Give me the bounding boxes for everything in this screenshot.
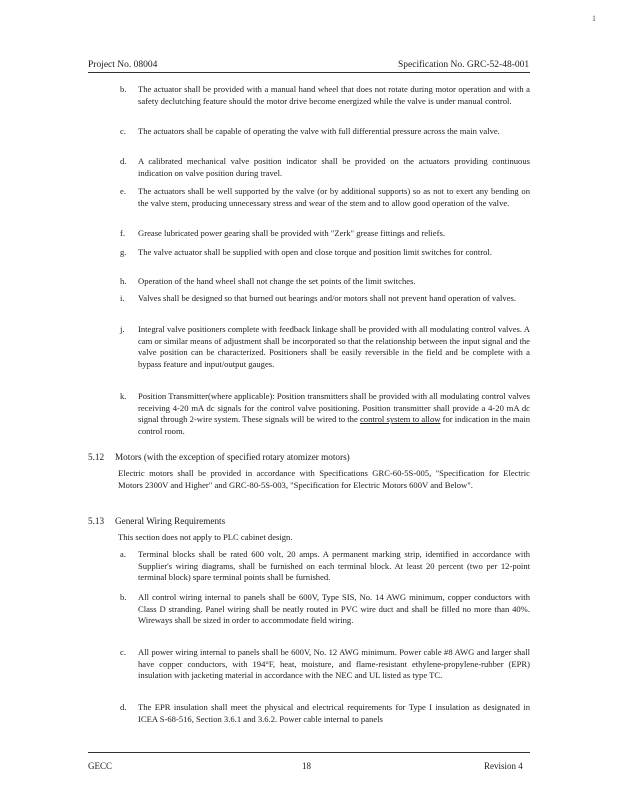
item-label: a. bbox=[120, 549, 126, 559]
item-label: d. bbox=[120, 702, 127, 712]
item-label: c. bbox=[120, 647, 126, 657]
item-label: k. bbox=[120, 391, 127, 401]
item-text: Grease lubricated power gearing shall be provided with "Zerk" grease fittings and reliefs. bbox=[138, 228, 445, 238]
item-text: Integral valve positioners complete with feedback linkage shall be provided with all modulating control valves. A cam or similar means of adjustment shall be incorporated so that the relationship between the input signal and the valve position can be characterized. Positioners shall be easily reversible in the field and be complete with a bypass feature and input/output gauges. bbox=[138, 324, 530, 369]
item-text: The actuators shall be capable of operating the valve with full differential pressure across the main valve. bbox=[138, 126, 500, 136]
item-label: g. bbox=[120, 247, 127, 257]
item-text bbox=[138, 391, 530, 437]
item-text: Terminal blocks shall be rated 600 volt, 20 amps. A permanent marking strip, identified in accordance with Supplier's wiring diagrams, shall be furnished on each terminal block. At least 20 percent (two per 12-point terminal block) spare terminal points shall be furnished. bbox=[138, 549, 530, 583]
header-rule bbox=[88, 72, 530, 73]
section-title: General Wiring Requirements bbox=[115, 516, 226, 526]
item-text: Operation of the hand wheel shall not change the set points of the limit switches. bbox=[138, 276, 416, 286]
page-mark: 1 bbox=[592, 14, 596, 23]
footer-rule bbox=[88, 752, 530, 753]
item-k-text-after: for indication in the main control room. bbox=[138, 414, 531, 436]
item-label: j. bbox=[120, 324, 125, 334]
item-k-text-before: Position Transmitter(where applicable): Position transmitters shall be provided with all modulating control valves receiving 4-20 mA dc signals for the control valve positioning. Position transmitter shall provide a 4-20 mA dc signal through 2-wire system. These signals will be wired to the bbox=[138, 391, 530, 425]
item-label: e. bbox=[120, 186, 126, 196]
item-k-underlined-text: control system to allow bbox=[359, 414, 441, 425]
item-text: All control wiring internal to panels shall be 600V, Type SIS, No. 14 AWG minimum, copper conductors with Class D stranding. Panel wiring shall be neatly routed in PVC wire duct and shall be filled no more than 40%. Wireways shall be sized in order to accommodate field wiring. bbox=[138, 592, 530, 626]
item-label: i. bbox=[120, 293, 125, 303]
section-number: 5.12 bbox=[88, 452, 105, 462]
footer-page-number: 18 bbox=[302, 761, 311, 771]
header-project-number: Project No. 08004 bbox=[88, 60, 158, 70]
item-label: b. bbox=[120, 84, 127, 94]
footer-revision: Revision 4 bbox=[484, 761, 523, 771]
item-text: The EPR insulation shall meet the physical and electrical requirements for Type I insulation as designated in ICEA S-68-516, Section 3.6.1 and 3.6.2. Power cable internal to panels bbox=[138, 702, 530, 724]
header-spec-number: Specification No. GRC-52-48-001 bbox=[398, 60, 530, 70]
item-label: c. bbox=[120, 126, 126, 136]
item-text: Valves shall be designed so that burned out bearings and/or motors shall not prevent hand operation of valves. bbox=[138, 293, 517, 303]
item-text: A calibrated mechanical valve position indicator shall be provided on the actuators providing continuous indication on valve position during travel. bbox=[138, 156, 530, 178]
item-label: d. bbox=[120, 156, 127, 166]
section-5-12-body: Electric motors shall be provided in accordance with Specifications GRC-60-5S-005, "Specification for Electric Motors 2300V and Higher" and GRC-80-5S-003, "Specification for Electric Motors 600V and Below". bbox=[118, 468, 530, 490]
item-label: f. bbox=[120, 228, 126, 238]
item-text: The valve actuator shall be supplied with open and close torque and position limit switches for control. bbox=[138, 247, 492, 257]
item-label: b. bbox=[120, 592, 127, 602]
section-title: Motors (with the exception of specified rotary atomizer motors) bbox=[115, 452, 350, 462]
item-text: All power wiring internal to panels shall be 600V, No. 12 AWG minimum. Power cable #8 AWG and larger shall have copper conductors, with 194°F, heat, moisture, and flame-resistant ethylene-propylene-rubber (EPR) insulation with jacketing material in accordance with the NEC and UL listed as type TC. bbox=[138, 647, 530, 681]
item-text: The actuator shall be provided with a manual hand wheel that does not rotate during motor operation and with a safety declutching feature should the motor drive become energized while the valve is under manual control. bbox=[138, 84, 530, 106]
section-number: 5.13 bbox=[88, 516, 105, 526]
item-text: The actuators shall be well supported by the valve (or by additional supports) so as not to exert any bending on the valve stem, producing unnecessary stress and wear of the stem and to allow good operation of the valve. bbox=[138, 186, 530, 208]
item-label: h. bbox=[120, 276, 127, 286]
section-5-13-intro: This section does not apply to PLC cabinet design. bbox=[118, 532, 293, 542]
footer-company: GECC bbox=[88, 761, 113, 771]
